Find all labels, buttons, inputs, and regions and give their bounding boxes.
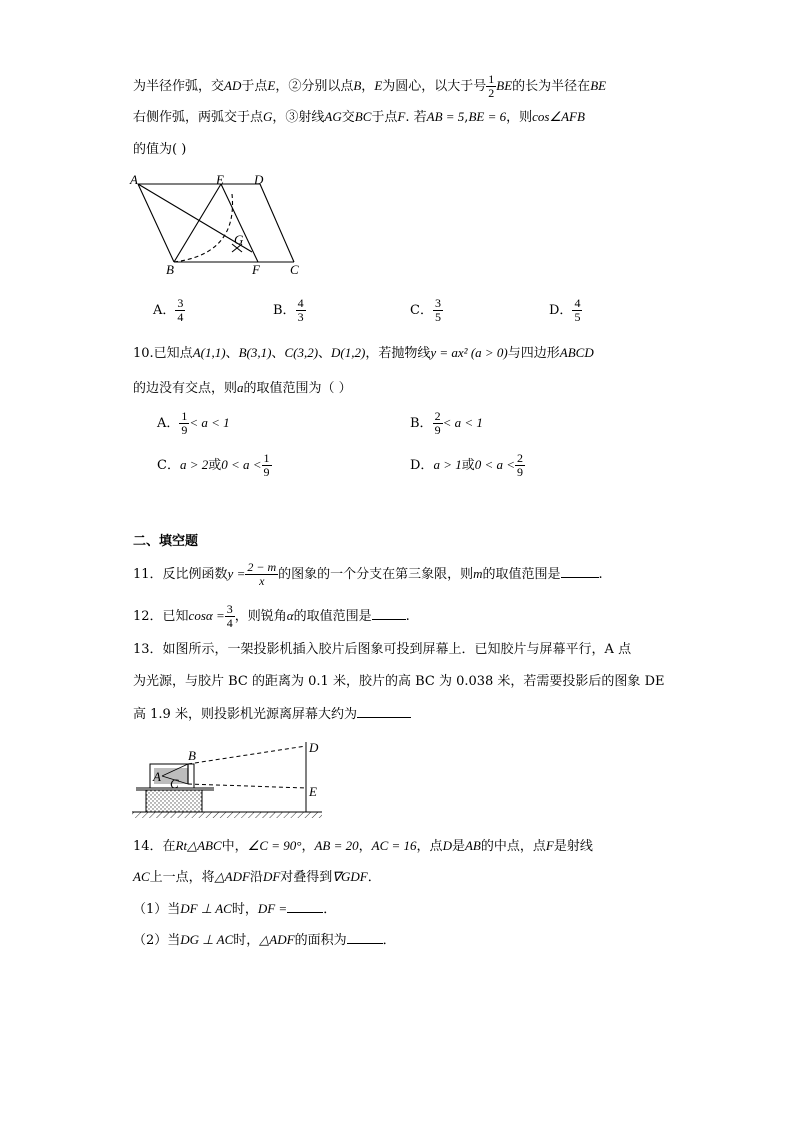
q14-sub-2: （2）当DG ⊥ AC时，△ADF的面积为 ． bbox=[133, 932, 396, 948]
math-be: BE bbox=[496, 78, 513, 93]
q9-choice-a[interactable]: A． $\frac{3}{4}$ bbox=[153, 296, 184, 324]
table-box bbox=[146, 790, 202, 812]
math-e: E bbox=[267, 78, 276, 93]
q9-choice-b[interactable]: B． $\frac{4}{3}$ bbox=[273, 296, 304, 324]
arc-dashed bbox=[174, 194, 233, 262]
q9-line-1 bbox=[133, 73, 606, 100]
answer-blank[interactable] bbox=[372, 607, 406, 620]
q10-line-1: 10.已知点A(1,1)、B(3,1)、C(3,2)、D(1,2)，若抛物线y = ax² (a > 0)与四边形ABCD bbox=[133, 345, 594, 361]
q10-choice-b[interactable]: B． $\frac{2}{9}$ < a < 1 bbox=[410, 409, 483, 437]
answer-blank[interactable] bbox=[347, 931, 383, 944]
q9-choice-d[interactable]: D． $\frac{4}{5}$ bbox=[549, 296, 581, 324]
answer-blank[interactable] bbox=[287, 900, 323, 913]
projector-figure bbox=[132, 736, 332, 822]
math-b: B bbox=[353, 78, 362, 93]
q13-line-1: 13．如图所示，一架投影机插入胶片后图象可投到屏幕上．已知胶片与屏幕平行，A 点 bbox=[133, 642, 632, 657]
label-a: A bbox=[130, 172, 138, 187]
text: ， bbox=[361, 79, 375, 94]
ground-hatch bbox=[132, 812, 322, 818]
label-c: C bbox=[170, 776, 179, 791]
q14-sub-1: （1）当DF ⊥ AC时，DF = ． bbox=[133, 901, 337, 917]
label-b: B bbox=[188, 748, 196, 763]
answer-blank[interactable] bbox=[357, 705, 411, 718]
math-ad: AD bbox=[224, 78, 242, 93]
label-e: E bbox=[216, 172, 224, 187]
math-e: E bbox=[374, 78, 383, 93]
label-c: C bbox=[290, 262, 299, 277]
q12-line: 12．已知cosα = $\frac{3}{4}$ ，则锐角α的取值范围是 . bbox=[133, 602, 410, 630]
label-a: A bbox=[153, 769, 161, 784]
label-f: F bbox=[252, 262, 260, 277]
q10-choice-a[interactable]: A． $\frac{1}{9}$ < a < 1 bbox=[157, 409, 230, 437]
text: 为半径作弧，交 bbox=[133, 79, 225, 94]
segment-be bbox=[174, 184, 221, 262]
q13-line-2: 为光源，与胶片 BC 的距离为 0.1 米，胶片的高 BC 为 0.038 米，若需要投影后的图象 DE bbox=[133, 674, 665, 689]
q9-choice-c[interactable]: C． $\frac{3}{5}$ bbox=[410, 296, 441, 324]
text: 于点 bbox=[241, 79, 268, 94]
label-d: D bbox=[309, 740, 319, 755]
label-g: G bbox=[234, 232, 244, 247]
q14-line-1: 14．在Rt△ABC中，∠C = 90°，AB = 20，AC = 16，点D是AB的中点，点F是射线 bbox=[133, 838, 593, 854]
text: 的长为半径在 bbox=[512, 79, 591, 94]
q10-line-2: 的边没有交点，则a的取值范围为（ ） bbox=[133, 380, 352, 396]
q14-line-2: AC上一点，将△ADF沿DF对叠得到∇GDF． bbox=[133, 869, 381, 885]
ray-bd bbox=[188, 746, 306, 764]
answer-blank[interactable] bbox=[561, 565, 599, 578]
label-b: B bbox=[166, 262, 174, 277]
label-e: E bbox=[309, 784, 317, 799]
parallelogram-figure bbox=[128, 172, 308, 280]
q10-choice-d[interactable]: D．a > 1或0 < a < $\frac{2}{9}$ bbox=[410, 451, 524, 479]
q9-line-3: 的值为( ) bbox=[133, 142, 187, 157]
edge-ab bbox=[138, 184, 174, 262]
text: ，②分别以点 bbox=[275, 79, 354, 94]
q10-choice-c[interactable]: C．a > 2或0 < a < $\frac{1}{9}$ bbox=[157, 451, 270, 479]
text: 为圆心，以大于号 bbox=[382, 79, 487, 94]
section-heading: 二、填空题 bbox=[133, 534, 199, 549]
ray-ce bbox=[188, 784, 306, 788]
edge-dc bbox=[260, 184, 294, 262]
q13-line-3: 高 1.9 米，则投影机光源离屏幕大约为 bbox=[133, 705, 411, 724]
fraction-half: $\frac{1}{2}$ bbox=[488, 72, 495, 100]
label-d: D bbox=[254, 172, 264, 187]
math-be: BE bbox=[590, 78, 607, 93]
q9-line-2: 右侧作弧，两弧交于点G，③射线AG交BC于点F. 若AB = 5,BE = 6，则cos∠AFB bbox=[133, 109, 585, 125]
q11-line: 11．反比例函数y = $\frac{2 - m}{x}$ 的图象的一个分支在第三象限，则m的取值范围是 . bbox=[133, 560, 603, 588]
